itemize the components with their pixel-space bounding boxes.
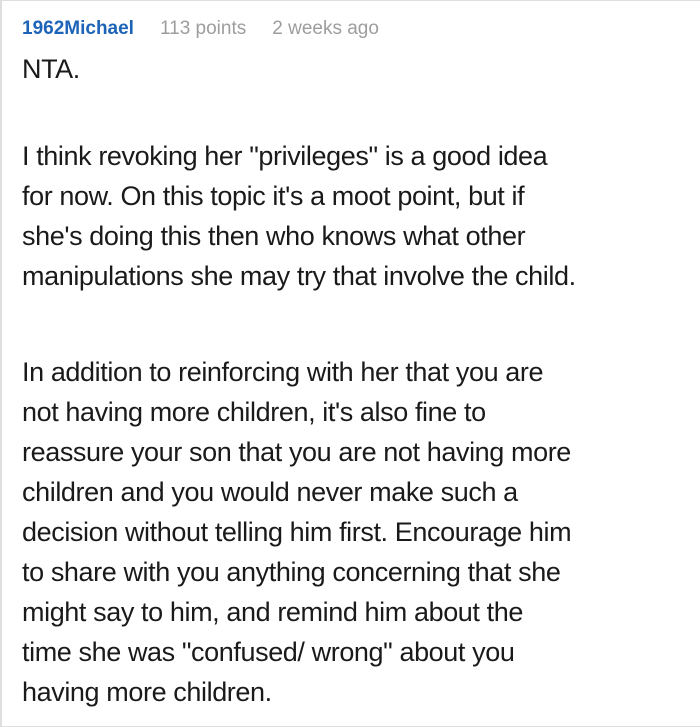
comment-header	[22, 17, 682, 41]
comment-body	[22, 49, 682, 712]
comment-text-line: to share with you anything concerning that she	[22, 557, 561, 587]
comment-timestamp: 2 weeks ago	[272, 18, 379, 39]
comment-text-line: I think revoking her "privileges" is a good idea	[22, 141, 548, 171]
comment-points: 113 points	[159, 18, 247, 39]
comment-text-line: In addition to reinforcing with her that you are	[22, 357, 544, 387]
comment-text-line: having more children.	[22, 677, 272, 707]
comment-author-link[interactable]: 1962Michael	[22, 18, 134, 39]
comment-paragraph	[22, 136, 682, 296]
comment-text-line: time she was "confused/ wrong" about you	[22, 637, 515, 667]
comment-text-line: children and you would never make such a	[22, 477, 518, 507]
comment-text-line: manipulations she may try that involve the child.	[22, 261, 576, 291]
comment-paragraph-verdict	[22, 49, 682, 89]
comment-text-line: not having more children, it's also fine to	[22, 397, 486, 427]
comment-text-line: she's doing this then who knows what other	[22, 221, 526, 251]
comment-text-line: might say to him, and remind him about the	[22, 597, 523, 627]
comment-text-line: NTA.	[22, 54, 80, 84]
comment-paragraph	[22, 352, 682, 712]
comment-text-line: reassure your son that you are not having more	[22, 437, 571, 467]
comment-text-line: for now. On this topic it's a moot point, but if	[22, 181, 525, 211]
comment-text-line: decision without telling him first. Encourage him	[22, 517, 572, 547]
